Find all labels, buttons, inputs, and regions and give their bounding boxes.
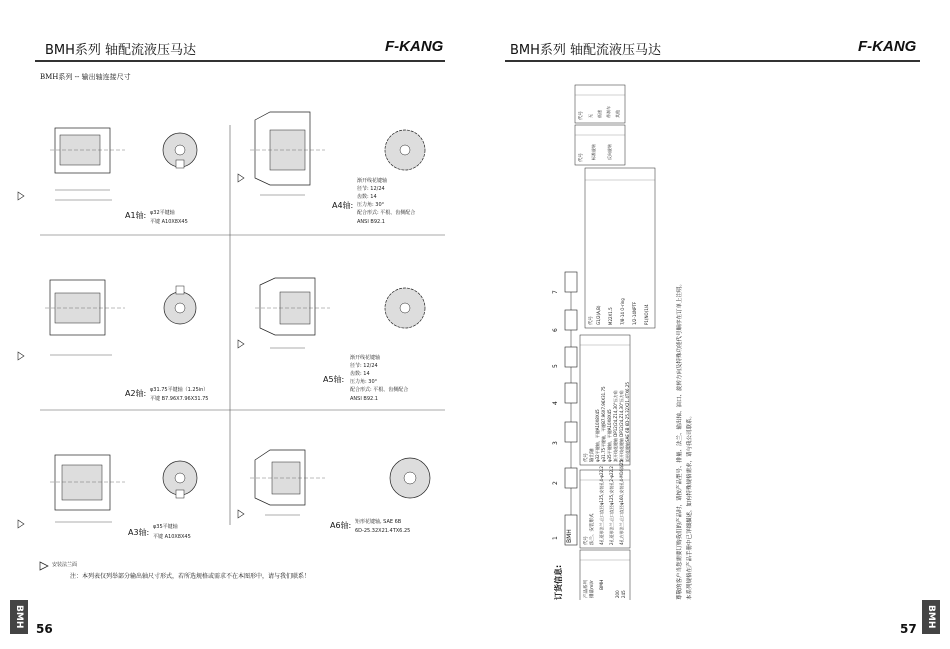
a1-shaft-drawing: [18, 128, 197, 200]
footnote: 注：本列表仅列举部分输出轴尺寸形式，若所选规格或需求不在本图形中，请与我们联系！: [70, 573, 311, 580]
a5-desc2: 径节: 12/24: [350, 363, 378, 369]
code-number-5: 5: [552, 364, 559, 368]
t1-header-disp: 排量ml/r: [590, 580, 595, 598]
a5-desc4: 压力角: 30°: [350, 379, 378, 385]
a4-desc1: 渐开线花键轴: [357, 178, 388, 184]
t4-header-code: 代号: [584, 453, 589, 462]
t5-row-p3: 7/8-14 O-ring: [620, 298, 625, 325]
t7-row-n: 无: [588, 114, 593, 118]
side-tab: BMH: [10, 600, 28, 634]
t6-header-code: 代号: [579, 153, 584, 162]
order-code-boxes: [565, 272, 577, 545]
t4-row-a2: φ31.75平键轴，平键B7.96X7.96X31.75: [601, 386, 606, 462]
a6-shaft-drawing: [238, 450, 430, 518]
t1-header-series: 产品系列: [584, 580, 589, 598]
shaft-drawings: [0, 0, 475, 600]
a3-shaft-drawing: [18, 455, 197, 528]
t1-series: BMH: [600, 579, 605, 590]
order-info-diagram: [475, 0, 950, 600]
t1-disp-1: 245: [621, 590, 626, 598]
t6-row-l: 反向旋转: [607, 144, 612, 160]
t7-row-s: 其他: [615, 110, 620, 118]
legend-triangle-icon: [40, 562, 48, 570]
t4-row-a6: 矩形花键轴SAE 6B 6D-25.32X21.4TX6.25: [625, 382, 630, 462]
brand-logo: F-KANG: [858, 38, 917, 55]
a5-desc5: 配合形式: 平根、齿侧配合: [350, 387, 409, 393]
a5-label: A5轴:: [323, 375, 345, 384]
a3-desc1: φ35平键轴: [153, 524, 178, 530]
a6-desc2: 6D-25.32X21.4TX6.25: [355, 528, 411, 534]
page-number: 57: [900, 622, 917, 636]
t3-row-f3: 4孔方形法兰,止口直径φ160,安装孔4-M16深25: [619, 460, 624, 545]
a4-desc4: 压力角: 30°: [357, 202, 385, 208]
t5-row-p1: G1/2(A,B): [596, 305, 601, 325]
t4-row-a3: φ35平键轴，平键A10X8X45: [607, 409, 612, 462]
a3-label: A3轴:: [128, 528, 150, 537]
brand-logo: F-KANG: [385, 38, 444, 55]
a4-desc6: ANSI B92.1: [357, 219, 385, 225]
note-1: 尊敬的客户当您需要订购我们的产品时，请按产品型号、排量、法兰、输出轴、油口、旋转方向及特殊功能代号顺序在订单上注明。: [677, 280, 683, 600]
page-header-title: BMH系列 轴配流液压马达: [45, 43, 197, 58]
code-number-2: 2: [552, 481, 559, 485]
page-number: 56: [36, 622, 53, 636]
t4-row-a5: 渐开线花键轴 DP12/24,Z14,30°压力角: [619, 390, 624, 462]
a1-desc1: φ32平键轴: [150, 210, 175, 216]
a4-shaft-drawing: [238, 112, 425, 195]
t5-header-code: 代号: [589, 316, 594, 325]
t7-header-code: 代号: [579, 111, 584, 120]
a2-desc2: 平键 B7.96X7.96X31.75: [150, 396, 209, 402]
t3-row-f2: 2孔菱形法兰,止口直径φ125,安装孔2-φ22.2: [609, 466, 614, 545]
t3-header-flange: 法兰、安装形式: [590, 513, 595, 545]
section-title: BMH系列 -- 输出轴连接尺寸: [40, 73, 131, 81]
code-number-7: 7: [552, 290, 559, 294]
t4-row-a4: 渐开线花键轴 DP12/24,Z14,30°压力角: [613, 390, 618, 462]
t7-row-q: 低速: [597, 110, 602, 118]
t4-header-shaft: 输出轴: [590, 448, 595, 462]
a5-desc1: 渐开线花键轴: [350, 355, 381, 361]
page-header-title: BMH系列 轴配流液压马达: [510, 43, 662, 58]
t5-row-p2: M22X1.5: [608, 307, 613, 325]
t1-disp-0: 200: [615, 590, 620, 598]
t3-row-f1: 4孔菱形法兰,止口直径φ125,安装孔4-φ22.2: [599, 466, 604, 545]
a2-label: A2轴:: [125, 389, 147, 398]
t6-row-r: 标准旋转: [591, 144, 596, 160]
a5-shaft-drawing: [238, 278, 425, 348]
code-number-1: 1: [552, 536, 559, 540]
a4-desc3: 齿数: 14: [357, 194, 377, 200]
t3-header-code: 代号: [584, 536, 589, 545]
a3-desc2: 平键 A10X8X45: [153, 534, 191, 540]
code-number-4: 4: [552, 401, 559, 405]
order-title: 订货信息:: [554, 564, 563, 600]
code-number-6: 6: [552, 328, 559, 332]
a6-desc1: 矩形花键轴, SAE 6B: [355, 519, 402, 525]
a6-label: A6轴:: [330, 521, 352, 530]
t7-row-b: 带刹车: [606, 106, 611, 118]
a4-desc5: 配合形式: 平根、齿侧配合: [357, 210, 416, 216]
a4-label: A4轴:: [332, 201, 354, 210]
side-tab: BMH: [922, 600, 940, 634]
a1-desc2: 平键 A10X8X45: [150, 219, 188, 225]
a2-desc1: φ31.75平键轴（1.25in）: [150, 387, 209, 393]
code-number-3: 3: [552, 441, 559, 445]
legend-label: 安装法兰面: [52, 562, 78, 568]
a5-desc6: ANSI B92.1: [350, 396, 378, 402]
a1-label: A1轴:: [125, 211, 147, 220]
note-2: 本系列规格在产品手册中已详细描述，如有特殊规格需求，请与我公司联系。: [687, 412, 693, 600]
right-page: [475, 0, 950, 649]
a4-desc2: 径节: 12/24: [357, 186, 385, 192]
a2-shaft-drawing: [18, 280, 196, 360]
t5-row-p4: 1/2-14NPTF: [632, 301, 637, 325]
t5-row-p5: P1(NO)1/4: [644, 304, 649, 325]
order-tables-frames: [575, 85, 655, 600]
a5-desc3: 齿数: 14: [350, 371, 370, 377]
code-box-bmh: BMH: [566, 529, 573, 543]
t4-row-a1: φ32平键轴，平键A10X8X45: [595, 409, 600, 462]
